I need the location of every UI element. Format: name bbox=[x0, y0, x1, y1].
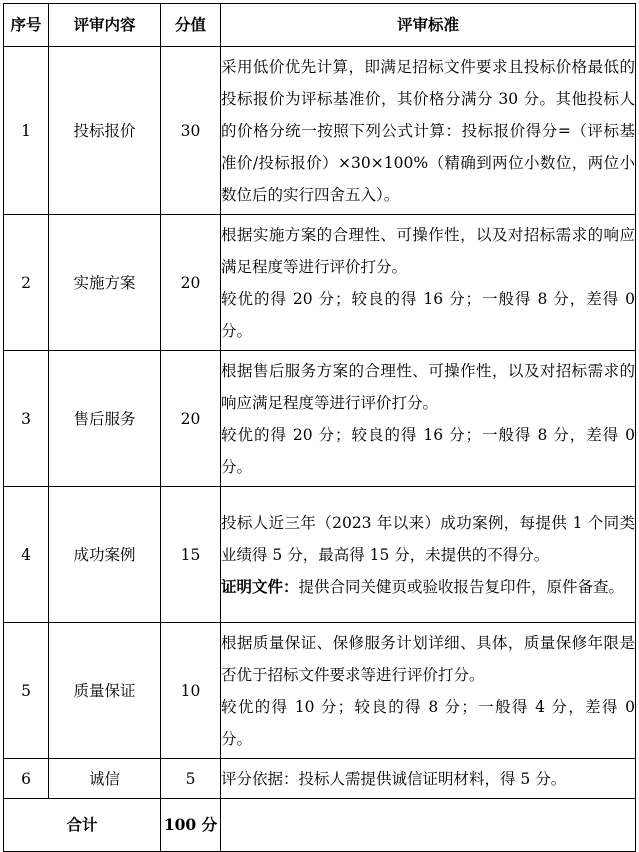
header-score: 分值 bbox=[161, 4, 221, 47]
row-item: 诚信 bbox=[49, 759, 161, 799]
row-index: 4 bbox=[4, 487, 49, 623]
row-item: 售后服务 bbox=[49, 351, 161, 487]
row-item: 成功案例 bbox=[49, 487, 161, 623]
row-score: 15 bbox=[161, 487, 221, 623]
total-row bbox=[4, 799, 636, 852]
total-label: 合计 bbox=[4, 799, 161, 852]
total-score: 100 分 bbox=[161, 799, 221, 852]
evaluation-table bbox=[3, 3, 636, 852]
criteria-text: 根据实施方案的合理性、可操作性，以及对招标需求的响应满足程度等进行评价打分。 bbox=[221, 225, 635, 276]
proof-text: 提供合同关健页或验收报告复印件，原件备查。 bbox=[298, 577, 625, 596]
header-item: 评审内容 bbox=[49, 4, 161, 47]
criteria-text: 投标人近三年（2023 年以来）成功案例，每提供 1 个同类业绩得 5 分，最高得 15 分，未提供的不得分。 bbox=[221, 513, 635, 564]
table-row bbox=[4, 215, 636, 351]
row-index: 2 bbox=[4, 215, 49, 351]
proof-label: 证明文件： bbox=[221, 576, 299, 596]
row-score: 10 bbox=[161, 623, 221, 759]
row-index: 1 bbox=[4, 47, 49, 215]
table-row bbox=[4, 759, 636, 799]
header-index: 序号 bbox=[4, 4, 49, 47]
row-score: 30 bbox=[161, 47, 221, 215]
row-item: 质量保证 bbox=[49, 623, 161, 759]
criteria-grading: 较优的得 20 分；较良的得 16 分；一般得 8 分，差得 0 分。 bbox=[221, 425, 635, 476]
total-criteria bbox=[221, 799, 636, 852]
criteria-text: 采用低价优先计算，即满足招标文件要求且投标价格最低的投标报价为评标基准价，其价格分满分 30 分。其他投标人的价格分统一按照下列公式计算：投标报价得分=（评标基准价/投标报价）×30×100%（精确到两位小数位，两位小数位后的实行四舍五入）。 bbox=[221, 57, 635, 204]
row-item: 投标报价 bbox=[49, 47, 161, 215]
table-row bbox=[4, 47, 636, 215]
row-score: 5 bbox=[161, 759, 221, 799]
criteria-proof bbox=[221, 571, 635, 603]
row-score: 20 bbox=[161, 351, 221, 487]
row-item: 实施方案 bbox=[49, 215, 161, 351]
row-criteria bbox=[221, 47, 636, 215]
row-index: 5 bbox=[4, 623, 49, 759]
criteria-grading: 较优的得 10 分；较良的得 8 分；一般得 4 分，差得 0 分。 bbox=[221, 697, 635, 748]
row-criteria bbox=[221, 351, 636, 487]
row-criteria bbox=[221, 215, 636, 351]
row-criteria bbox=[221, 623, 636, 759]
table-row bbox=[4, 351, 636, 487]
header-criteria: 评审标准 bbox=[221, 4, 636, 47]
row-criteria bbox=[221, 487, 636, 623]
criteria-text: 根据售后服务方案的合理性、可操作性，以及对招标需求的响应满足程度等进行评价打分。 bbox=[221, 361, 635, 412]
criteria-grading: 较优的得 20 分；较良的得 16 分；一般得 8 分，差得 0 分。 bbox=[221, 289, 635, 340]
criteria-text: 评分依据：投标人需提供诚信证明材料，得 5 分。 bbox=[221, 769, 567, 788]
row-score: 20 bbox=[161, 215, 221, 351]
row-criteria bbox=[221, 759, 636, 799]
table-row bbox=[4, 623, 636, 759]
header-row bbox=[4, 4, 636, 47]
table-row bbox=[4, 487, 636, 623]
row-index: 3 bbox=[4, 351, 49, 487]
criteria-text: 根据质量保证、保修服务计划详细、具体，质量保修年限是否优于招标文件要求等进行评价打分。 bbox=[221, 633, 635, 684]
row-index: 6 bbox=[4, 759, 49, 799]
